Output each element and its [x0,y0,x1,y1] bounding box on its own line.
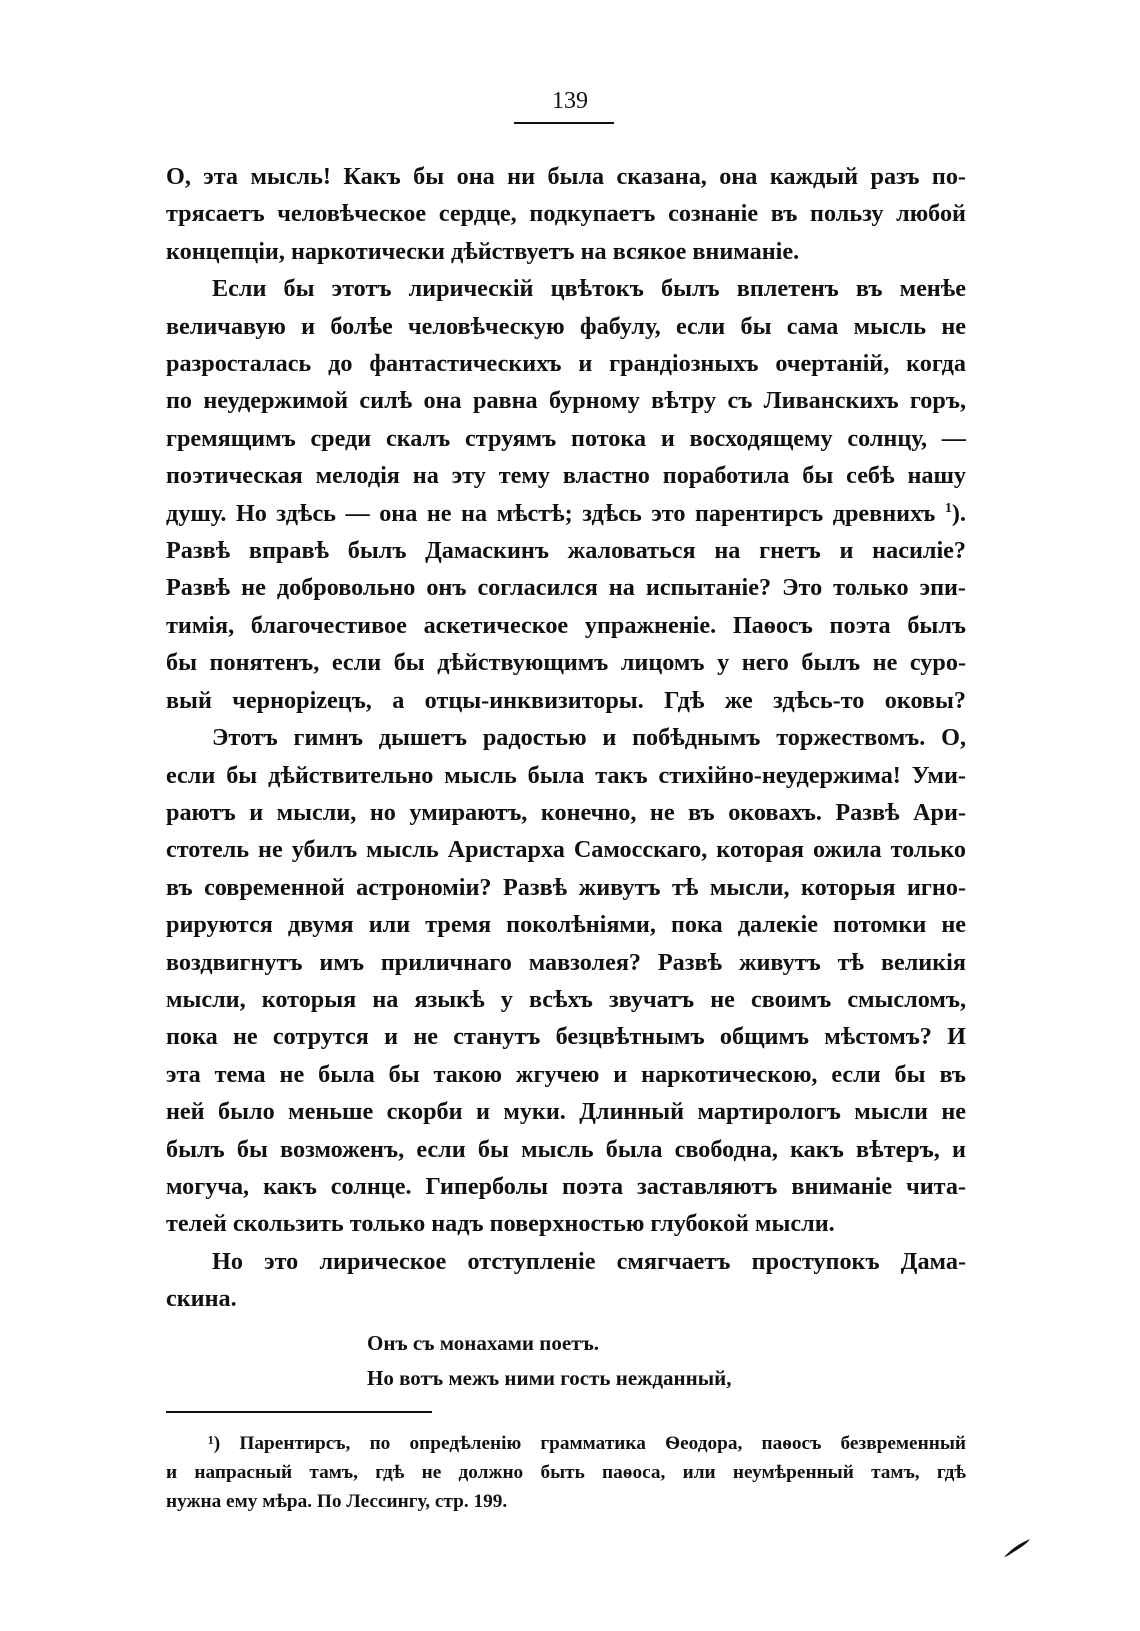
text-line: воздвигнутъ имъ приличнаго мавзолея? Развѣ живутъ тѣ великія [166,948,966,976]
verse-quote [367,1326,731,1396]
text-line: скина. [166,1285,237,1313]
footnote-line: и напрасный тамъ, гдѣ не должно быть паѳоса, или неумѣренный тамъ, гдѣ [166,1462,966,1483]
page-number-rule [514,122,614,124]
verse-line: Но вотъ межъ ними гость нежданный, [367,1366,732,1390]
text-line: Развѣ не добровольно онъ согласился на испытаніе? Это только эпи- [166,574,966,602]
text-line: трясаетъ человѣческое сердце, подкупаетъ сознаніе въ пользу любой [166,200,966,228]
text-line: величавую и болѣе человѣческую фабулу, если бы сама мысль не [166,312,966,340]
text-line: Но это лирическое отступленіе смягчаетъ проступокъ Дама- [212,1247,966,1275]
footnote-line: ¹) Парентирсъ, по опредѣленію грамматика Ѳеодора, паѳосъ безвременный [208,1433,966,1454]
verse-line: Онъ съ монахами поетъ. [367,1331,599,1355]
text-line: ней было меньше скорби и муки. Длинный мартирологъ мысли не [166,1098,966,1126]
text-line-with-footnote [166,495,966,532]
body-text [166,158,966,1318]
text-line: бы понятенъ, если бы дѣйствующимъ лицомъ у него былъ не суро- [166,649,966,677]
paragraph-1 [166,158,966,270]
footnote-reference: 1 [944,500,952,516]
text-line: рируются двумя или тремя поколѣніями, пока далекіе потомки не [166,911,966,939]
text-line: Этотъ гимнъ дышетъ радостью и побѣднымъ торжествомъ. О, [212,724,966,752]
text-line: мысли, которыя на языкѣ у всѣхъ звучатъ не своимъ смысломъ, [166,985,966,1013]
paragraph-4 [166,1243,966,1318]
text-line: гремящимъ среди скалъ струямъ потока и восходящему солнцу, — [166,424,966,452]
text-line: тимія, благочестивое аскетическое упражненіе. Паѳосъ поэта былъ [166,611,966,639]
text-line: телей скользить только надъ поверхностью глубокой мысли. [166,1210,835,1238]
footnote [166,1429,966,1516]
page-number: 139 [552,88,588,114]
paragraph-2 [166,270,966,719]
text-line: эта тема не была бы такою жгучею и наркотическою, если бы въ [166,1060,966,1088]
footnote-rule [166,1411,432,1413]
text-line: пока не сотрутся и не станутъ безцвѣтнымъ общимъ мѣстомъ? И [166,1023,966,1051]
text-line: по неудержимой силѣ она равна бурному вѣтру съ Ливанскихъ горъ, [166,387,966,415]
text-line: разросталась до фантастическихъ и грандіозныхъ очертаній, когда [166,350,966,378]
text-line: О, эта мысль! Какъ бы она ни была сказана, она каждый разъ по- [166,163,966,190]
text-line: Если бы этотъ лирическій цвѣтокъ былъ вплетенъ въ менѣе [212,275,966,303]
text-line: раютъ и мысли, но умираютъ, конечно, не въ оковахъ. Развѣ Ари- [166,798,966,826]
text-line: былъ бы возможенъ, если бы мысль была свободна, какъ вѣтеръ, и [166,1135,966,1163]
paragraph-3 [166,719,966,1243]
ink-blot-icon [1002,1535,1032,1559]
text-line: если бы дѣйствительно мысль была такъ стихійно-неудержима! Уми- [166,761,966,789]
text-line: концепціи, наркотически дѣйствуетъ на всякое вниманіе. [166,237,800,265]
text-line: Развѣ вправѣ былъ Дамаскинъ жаловаться на гнетъ и насиліе? [166,537,966,565]
text-line: стотель не убилъ мысль Аристарха Самосскаго, которая ожила только [166,836,966,864]
text-line: вый чернорizецъ, а отцы-инквизиторы. Гдѣ же здѣсь-то оковы? [166,686,966,714]
text-line: душу. Но здѣсь — она не на мѣстѣ; здѣсь это парентирсъ древнихъ [166,499,936,527]
footnote-line: нужна ему мѣра. По Лессингу, стр. 199. [166,1491,508,1512]
text-line: могуча, какъ солнце. Гиперболы поэта заставляютъ вниманіе чита- [166,1172,966,1200]
text-line: поэтическая мелодія на эту тему властно поработила бы себѣ нашу [166,462,966,490]
text-line: въ современной астрономіи? Развѣ живутъ тѣ мысли, которыя игно- [166,873,966,901]
footnote-reference-tail: ). [951,499,967,527]
